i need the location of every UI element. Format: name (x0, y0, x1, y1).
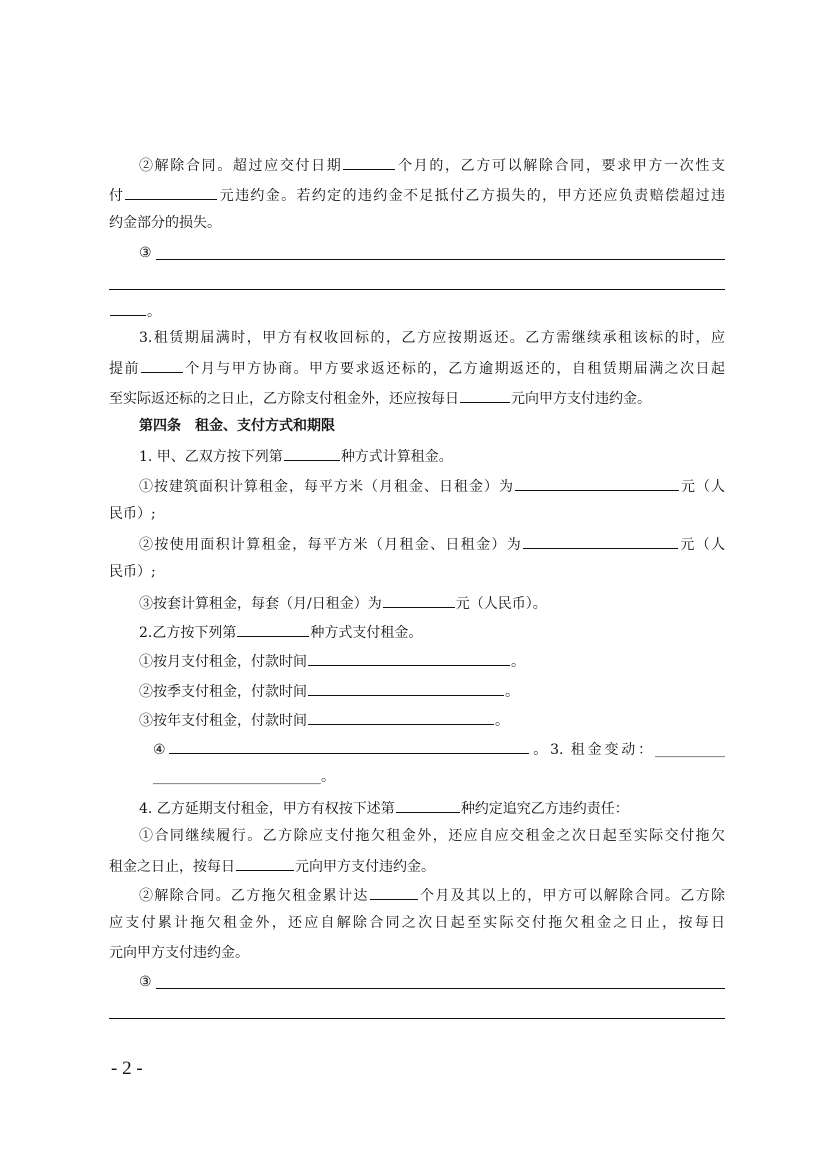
clause-text: 4. 乙方延期支付租金，甲方有权按下述第 (139, 801, 395, 817)
clause-line (139, 884, 725, 904)
blank-field (284, 445, 340, 461)
clause-line (109, 943, 725, 963)
clause-line (139, 621, 725, 641)
clause-text: 。 (147, 304, 161, 320)
clause-text: ①按建筑面积计算租金，每平方米（月租金、日租金）为 (139, 479, 514, 495)
clause-line (139, 650, 725, 670)
clause-text: 租金之日止，按每日 (109, 859, 235, 875)
blank-field (343, 154, 395, 170)
clause-line (139, 826, 725, 846)
clause-text: 。 (505, 684, 519, 700)
clause-text: 提前 (109, 361, 140, 377)
blank-field (370, 884, 418, 900)
clause-text: 至实际返还标的之日止，乙方除支付租金外，还应按每日 (109, 391, 459, 407)
clause-line (109, 504, 725, 524)
clause-text: 。3. 租金变动：__________ (530, 742, 725, 758)
clause-line (109, 855, 725, 875)
clause-line (109, 213, 725, 233)
blank-field (515, 475, 679, 491)
clause-text: 。 (495, 713, 509, 729)
clause-line (139, 328, 725, 348)
clause-text: ④ (153, 742, 169, 758)
clause-text: 民币）; (109, 506, 156, 522)
blank-line (156, 988, 725, 989)
clause-text: ①合同继续履行。乙方除应支付拖欠租金外，还应自应交租金之次日起至实际交付拖欠 (139, 828, 725, 844)
clause-text: 个月与甲方协商。甲方要求返还标的，乙方逾期返还的，自租赁期届满之次日起 (183, 361, 726, 377)
blank-field (308, 650, 510, 666)
clause-line (139, 680, 725, 700)
blank-field (125, 184, 217, 200)
clause-text: 元向甲方支付违约金。 (511, 391, 651, 407)
clause-line (109, 357, 725, 377)
blank-field (460, 387, 510, 403)
clause-text: 3.租赁期届满时，甲方有权收回标的，乙方应按期返还。乙方需继续承租该标的时，应 (139, 330, 725, 346)
blank-field (169, 738, 529, 754)
blank-field (236, 855, 294, 871)
clause-text: 元（人 (679, 537, 726, 553)
clause-text: ①按月支付租金，付款时间 (139, 654, 307, 670)
clause-line (109, 387, 725, 407)
clause-text: 元（人民币）。 (455, 596, 547, 612)
clause-marker: ③ (139, 245, 152, 261)
clause-line (109, 562, 725, 582)
clause-text: 民币）; (109, 564, 156, 580)
blank-line (109, 1018, 725, 1019)
clause-text: ②按季支付租金，付款时间 (139, 684, 307, 700)
blank-line (156, 259, 725, 260)
clause-text: 应支付累计拖欠租金外，还应自解除合同之次日起至实际交付拖欠租金之日止，按每日 (109, 915, 725, 931)
clause-marker: ③ (139, 974, 152, 990)
clause-line (153, 738, 725, 758)
clause-line (153, 767, 725, 787)
clause-text: 元（人 (680, 479, 725, 495)
clause-line (139, 154, 725, 174)
blank-field (308, 680, 504, 696)
clause-text: 元违约金。若约定的违约金不足抵付乙方损失的，甲方还应负责赔偿超过违 (218, 188, 726, 204)
page-number: - 2 - (111, 1058, 143, 1079)
blank-field (523, 533, 678, 549)
clause-text: 种方式计算租金。 (340, 449, 453, 465)
clause-line (139, 243, 725, 263)
clause-line (139, 445, 725, 465)
clause-text: 个月及其以上的，甲方可以解除合同。乙方除 (418, 888, 726, 904)
clause-line (109, 300, 725, 320)
clause-text: 种方式支付租金。 (310, 625, 423, 641)
blank-field (141, 357, 183, 373)
clause-text: ②按使用面积计算租金，每平方米（月租金、日租金）为 (139, 537, 523, 553)
clause-text: 约金部分的损失。 (109, 215, 221, 231)
clause-line (139, 592, 725, 612)
clause-line (109, 184, 725, 204)
clause-text: ③按套计算租金，每套（月/日租金）为 (139, 596, 382, 612)
clause-line (139, 972, 725, 992)
clause-text: 个月的，乙方可以解除合同，要求甲方一次性支 (396, 158, 726, 174)
clause-text: 1. 甲、乙双方按下列第 (139, 449, 283, 465)
clause-line (139, 709, 725, 729)
article-heading: 第四条 租金、支付方式和期限 (139, 418, 335, 434)
blank-field (396, 797, 460, 813)
clause-text: ②解除合同。超过应交付日期 (139, 158, 343, 174)
clause-text: 。 (511, 654, 525, 670)
clause-text: ③按年支付租金，付款时间 (139, 713, 307, 729)
clause-line (139, 475, 725, 495)
blank-line (109, 289, 725, 290)
clause-line (139, 533, 725, 553)
clause-text: 2.乙方按下列第 (139, 625, 237, 641)
clause-text: ②解除合同。乙方拖欠租金累计达 (139, 888, 369, 904)
clause-text: 元向甲方支付违约金。 (295, 859, 435, 875)
blank-field (110, 300, 146, 316)
clause-text: 种约定追究乙方违约责任： (460, 801, 629, 817)
clause-line (139, 797, 725, 817)
blank-field (237, 621, 309, 637)
blank-field (308, 709, 494, 725)
clause-text: 元向甲方支付违约金。 (109, 945, 249, 961)
clause-line (109, 913, 725, 933)
clause-text: ________________________。 (153, 769, 335, 785)
clause-text: 付 (109, 188, 125, 204)
blank-field (383, 592, 455, 608)
